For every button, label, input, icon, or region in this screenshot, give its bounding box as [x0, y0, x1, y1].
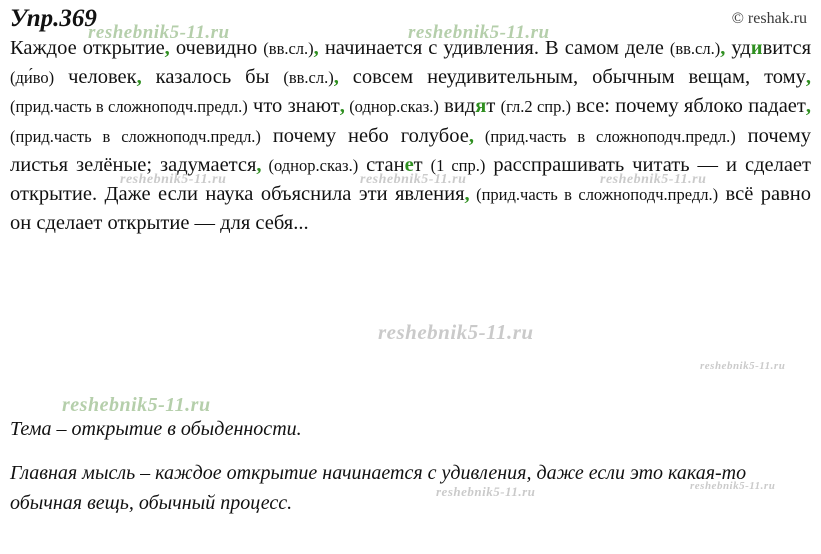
- text-fragment: вид: [438, 95, 476, 118]
- text-fragment: всё равно он сделает открытие — для себя...: [10, 182, 812, 234]
- watermark: reshebnik5-11.ru: [378, 320, 534, 344]
- text-fragment: что знают: [247, 95, 340, 118]
- highlighted-letter: и: [750, 37, 763, 60]
- text-fragment: вится: [762, 37, 811, 60]
- grammar-note: (прид.часть в сложноподч.предл.): [469, 184, 719, 204]
- watermark: reshebnik5-11.ru: [690, 480, 776, 492]
- grammar-note: (прид.часть в сложноподч.предл.): [10, 97, 248, 117]
- copyright-notice: © reshak.ru: [731, 10, 807, 27]
- exercise-text: [10, 34, 811, 238]
- text-fragment: стан: [358, 153, 405, 176]
- highlighted-letter: я: [475, 95, 487, 118]
- punctuation-mark: ,: [720, 37, 726, 60]
- text-fragment: все: почему яблоко падает: [570, 95, 806, 118]
- watermark: reshebnik5-11.ru: [120, 172, 227, 187]
- grammar-note: (вв.сл.): [263, 39, 314, 59]
- text-fragment: почему небо голубое: [260, 124, 469, 147]
- punctuation-mark: ,: [256, 153, 262, 176]
- watermark: reshebnik5-11.ru: [408, 22, 550, 43]
- text-fragment: казалось бы: [141, 66, 284, 89]
- punctuation-mark: ,: [164, 37, 170, 60]
- watermark: reshebnik5-11.ru: [700, 360, 786, 372]
- theme-answer: Тема – открытие в обыденности.: [10, 418, 302, 440]
- text-fragment: расспрашивать читать — и сделает открытие. Даже если наука объяснила эти явления: [10, 153, 811, 205]
- punctuation-mark: ,: [339, 95, 345, 118]
- punctuation-mark: ,: [464, 182, 470, 205]
- header: [10, 6, 811, 32]
- text-fragment: человек: [54, 66, 137, 89]
- grammar-note: (гл.2 спр.): [500, 97, 571, 117]
- text-fragment: Каждое открытие: [10, 37, 165, 60]
- punctuation-mark: ,: [136, 66, 142, 89]
- grammar-note: (вв.сл.): [669, 39, 721, 59]
- grammar-note: (однор.сказ.): [261, 155, 359, 175]
- text-fragment: начинается с удивления. В самом деле: [318, 37, 670, 60]
- watermark: reshebnik5-11.ru: [88, 22, 230, 43]
- text-fragment: т: [486, 95, 501, 118]
- text-fragment: почему листья зелёные; задумается: [10, 124, 811, 176]
- text-fragment: совсем неудивительным, обычным вещам, тому: [338, 66, 806, 89]
- watermark: reshebnik5-11.ru: [360, 172, 467, 187]
- text-fragment: очевидно: [169, 37, 264, 60]
- grammar-note: (прид.часть в сложноподч.предл.): [10, 126, 261, 146]
- punctuation-mark: ,: [333, 66, 339, 89]
- answers-block: [10, 414, 811, 518]
- watermark: reshebnik5-11.ru: [436, 484, 536, 499]
- grammar-note: (1 спр.): [430, 155, 486, 175]
- grammar-note: (прид.часть в сложноподч.предл.): [473, 126, 736, 146]
- punctuation-mark: ,: [313, 37, 319, 60]
- grammar-note: (однор.сказ.): [344, 97, 439, 117]
- punctuation-mark: ,: [805, 66, 811, 89]
- watermark: reshebnik5-11.ru: [600, 172, 707, 187]
- punctuation-mark: ,: [805, 95, 811, 118]
- text-fragment: уд: [725, 37, 751, 60]
- highlighted-letter: е: [404, 153, 414, 176]
- page-title: Упр.369: [10, 5, 97, 32]
- grammar-note: (вв.сл.): [283, 68, 334, 88]
- watermark: reshebnik5-11.ru: [62, 394, 211, 416]
- text-fragment: т: [413, 153, 431, 176]
- main-idea-answer: Главная мысль – каждое открытие начинается с удивления, даже если это какая-то обычная вещь, обычный процесс.: [10, 462, 747, 514]
- grammar-note: (ди́во): [10, 68, 55, 88]
- punctuation-mark: ,: [468, 124, 474, 147]
